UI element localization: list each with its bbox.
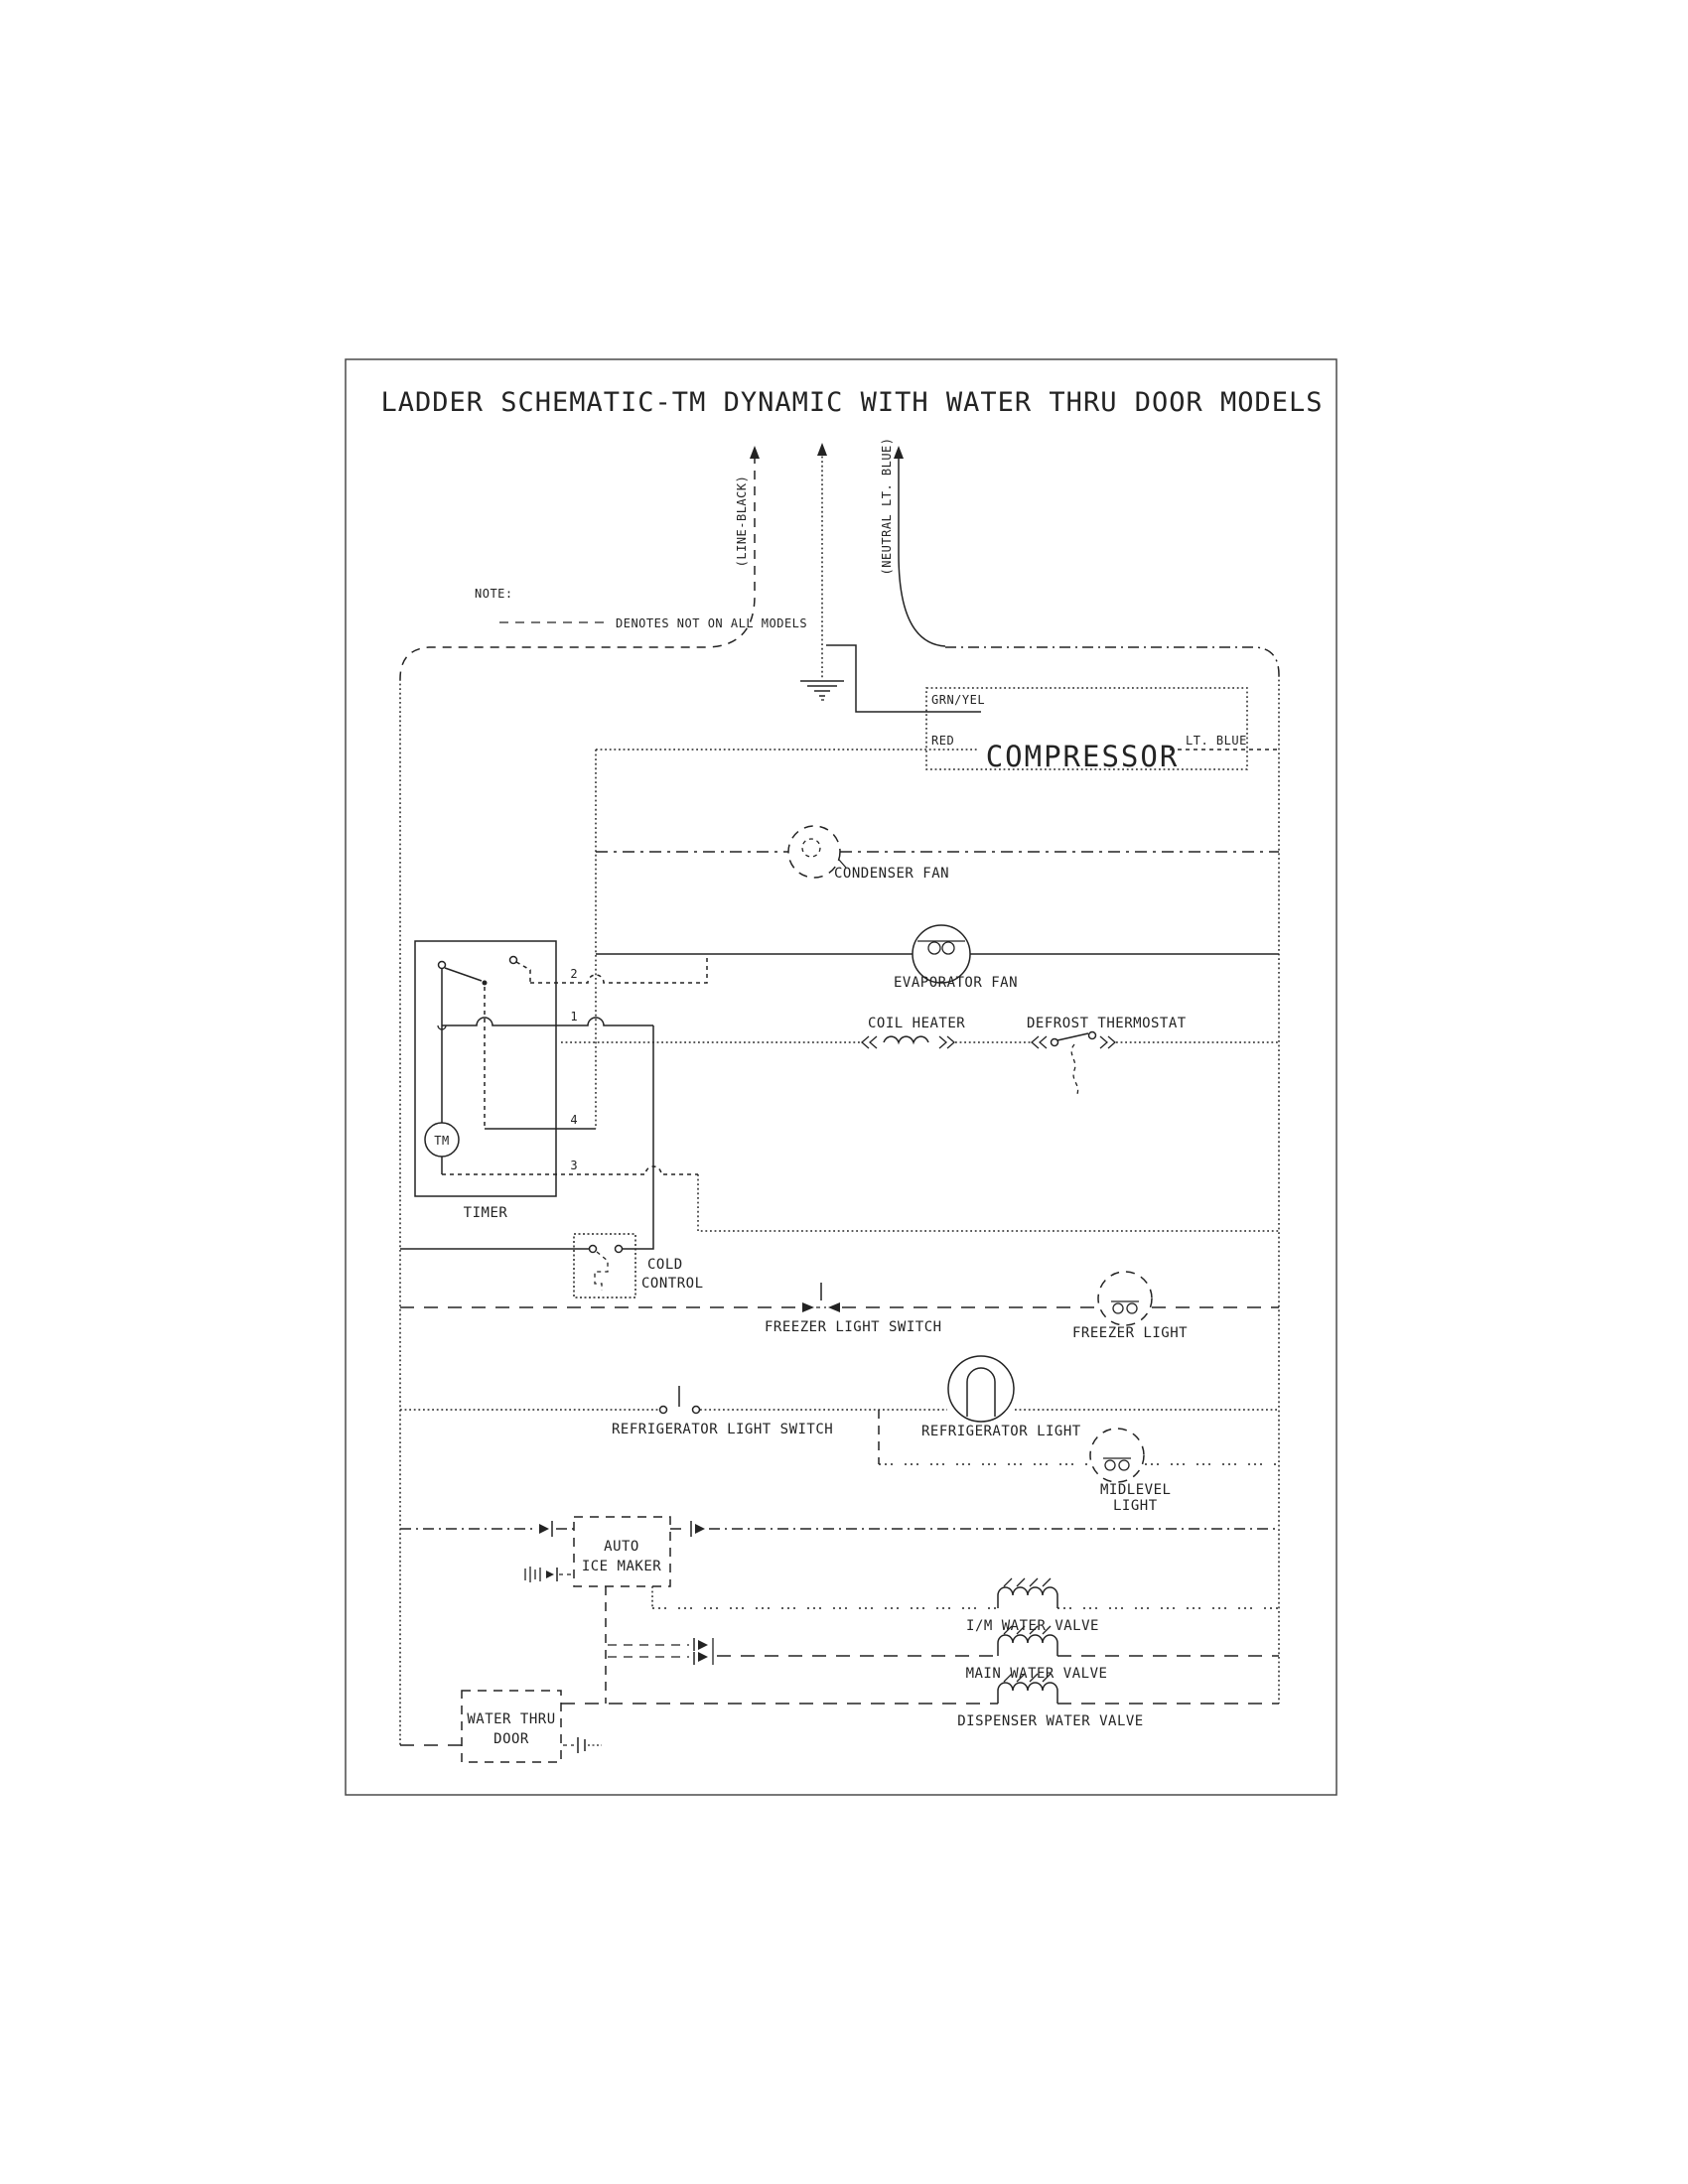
condenser-fan-label: CONDENSER FAN bbox=[834, 866, 950, 882]
water-thru-door-connector-icon bbox=[563, 1737, 602, 1753]
cold-control-box bbox=[574, 1234, 635, 1297]
timer-motor-label: TM bbox=[434, 1134, 450, 1148]
timer-switch-pivot bbox=[483, 981, 488, 986]
defrost-return-wire bbox=[698, 1174, 1279, 1231]
red-label: RED bbox=[931, 734, 955, 748]
page-title: LADDER SCHEMATIC-TM DYNAMIC WITH WATER THRU DOOR MODELS bbox=[380, 387, 1324, 418]
ice-maker-rung bbox=[400, 1517, 1279, 1704]
timer-line-1 bbox=[442, 1018, 653, 1025]
freezer-light-rung bbox=[400, 1272, 1279, 1341]
cold-control-switch-icon bbox=[595, 1252, 608, 1291]
refrigerator-light-rung bbox=[400, 1356, 1279, 1464]
compressor-label: COMPRESSOR bbox=[985, 740, 1180, 773]
coil-heater-icon bbox=[862, 1036, 954, 1048]
ground-arrow-icon bbox=[817, 443, 827, 456]
freezer-light-label: FREEZER LIGHT bbox=[1072, 1325, 1189, 1341]
water-thru-door-label-1: WATER THRU bbox=[467, 1711, 556, 1727]
refrigerator-light-switch-icon bbox=[660, 1386, 700, 1414]
cold-control-label-1: COLD bbox=[647, 1257, 683, 1273]
compressor bbox=[596, 645, 1279, 773]
freezer-light-switch-icon bbox=[802, 1283, 840, 1312]
neutral-arrow-icon bbox=[894, 446, 904, 459]
cold-control-label-2: CONTROL bbox=[641, 1276, 704, 1292]
timer-terminal-3: 3 bbox=[570, 1159, 578, 1172]
defrost-thermostat-label: DEFROST THERMOSTAT bbox=[1027, 1016, 1187, 1031]
im-water-valve-label: I/M WATER VALVE bbox=[966, 1618, 1099, 1634]
midlevel-light-icon bbox=[1090, 1429, 1144, 1482]
ice-maker-connector-left-icon bbox=[539, 1521, 552, 1537]
main-valve-plug-icon bbox=[694, 1638, 713, 1665]
timer-terminal-2: 2 bbox=[570, 967, 578, 981]
dispenser-valve-rung bbox=[561, 1674, 1279, 1729]
note-label: NOTE: bbox=[475, 587, 513, 601]
line-black-arrow-icon bbox=[750, 446, 760, 459]
refrigerator-light-icon bbox=[948, 1356, 1014, 1422]
coil-heater-label: COIL HEATER bbox=[868, 1016, 966, 1031]
line-black-feed-wire bbox=[400, 455, 755, 679]
power-feeds bbox=[400, 437, 1279, 700]
cold-control bbox=[400, 1025, 704, 1297]
timer-box bbox=[415, 941, 556, 1196]
timer-terminal-4: 4 bbox=[570, 1113, 578, 1127]
midlevel-light-rung bbox=[879, 1429, 1279, 1514]
timer-switch-blade bbox=[445, 968, 482, 981]
midlevel-light-label-2: LIGHT bbox=[1113, 1498, 1158, 1514]
ice-maker-connector-right-icon bbox=[691, 1521, 705, 1537]
main-valve-connector-wires bbox=[608, 1645, 689, 1657]
lt-blue-label: LT. BLUE bbox=[1186, 734, 1247, 748]
ice-maker-plug-icon bbox=[525, 1567, 574, 1582]
evaporator-fan-label: EVAPORATOR FAN bbox=[894, 975, 1019, 991]
dispenser-water-valve-label: DISPENSER WATER VALVE bbox=[957, 1713, 1144, 1729]
freezer-light-switch-label: FREEZER LIGHT SWITCH bbox=[765, 1319, 942, 1335]
neutral-top-rail-wire bbox=[945, 647, 1279, 675]
cold-control-terminal-left bbox=[590, 1246, 597, 1253]
grn-yel-label: GRN/YEL bbox=[931, 693, 986, 707]
im-water-valve-icon bbox=[998, 1578, 1057, 1608]
ground-symbol-icon bbox=[800, 681, 844, 700]
line-black-label: (LINE-BLACK) bbox=[735, 475, 749, 568]
page-border bbox=[346, 359, 1336, 1795]
defrost-timer bbox=[415, 941, 707, 1221]
freezer-light-icon bbox=[1098, 1272, 1152, 1325]
main-water-valve-label: MAIN WATER VALVE bbox=[965, 1666, 1108, 1682]
defrost-thermostat-icon bbox=[1032, 1032, 1115, 1095]
refrigerator-light-switch-label: REFRIGERATOR LIGHT SWITCH bbox=[612, 1422, 834, 1437]
condenser-fan-rung bbox=[596, 826, 1279, 882]
ice-maker-label-1: AUTO bbox=[604, 1539, 639, 1555]
evaporator-fan-rung bbox=[596, 925, 1279, 991]
timer-label: TIMER bbox=[463, 1205, 508, 1221]
refrigerator-light-label: REFRIGERATOR LIGHT bbox=[921, 1424, 1081, 1439]
defrost-heater-rung bbox=[561, 1016, 1279, 1094]
main-valve-rung bbox=[608, 1626, 1279, 1682]
im-valve-rung bbox=[652, 1578, 1279, 1634]
midlevel-light-label-1: MIDLEVEL bbox=[1100, 1482, 1172, 1498]
ice-maker-label-2: ICE MAKER bbox=[581, 1559, 662, 1574]
timer-contact-2-wire bbox=[516, 962, 530, 983]
timer-terminal-1: 1 bbox=[570, 1010, 578, 1024]
note bbox=[475, 587, 807, 630]
neutral-feed-wire bbox=[899, 455, 945, 646]
water-thru-door-label-2: DOOR bbox=[493, 1731, 529, 1747]
cold-control-terminal-right bbox=[616, 1246, 623, 1253]
neutral-label: (NEUTRAL LT. BLUE) bbox=[880, 437, 894, 576]
water-thru-door bbox=[400, 1691, 602, 1762]
timer-contact-2-terminal bbox=[510, 957, 517, 964]
note-text: DENOTES NOT ON ALL MODELS bbox=[616, 616, 808, 630]
cold-control-right-wire bbox=[623, 1025, 653, 1249]
timer-contact-terminal bbox=[439, 962, 446, 969]
